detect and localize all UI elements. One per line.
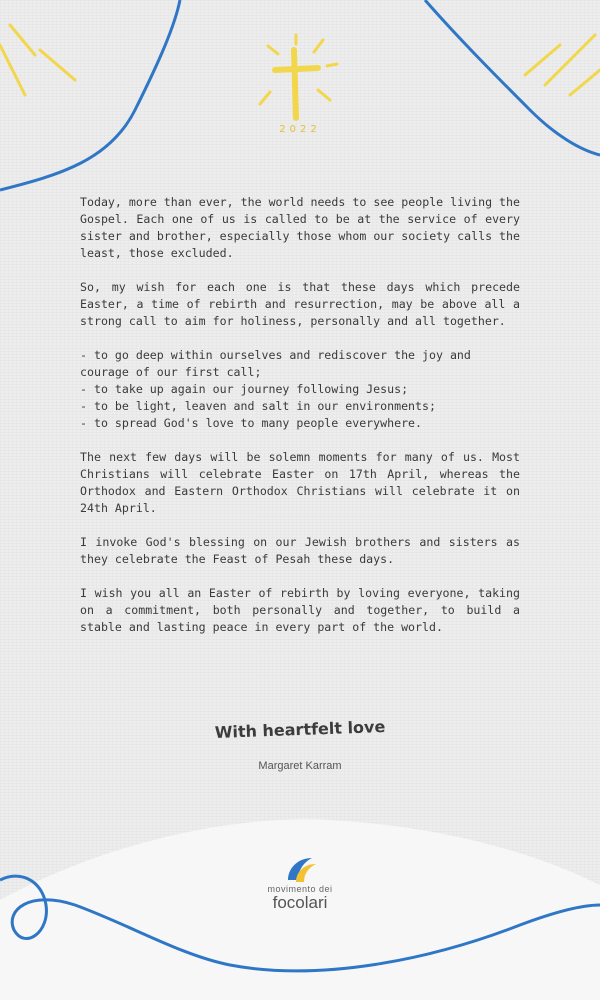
paragraph-4: I invoke God's blessing on our Jewish brothers and sisters as they celebrate the Feast of Pesah these days.	[80, 535, 520, 566]
paragraph-5: I wish you all an Easter of rebirth by loving everyone, taking on a commitment, both personally and together, to build a stable and lasting peace in every part of the world.	[80, 586, 520, 634]
left-rays	[0, 25, 75, 95]
logo-line-1: movimento dei	[267, 884, 333, 894]
cross-icon	[260, 35, 337, 118]
wish-item-4: - to spread God's love to many people everywhere.	[80, 416, 423, 430]
signer-name: Margaret Karram	[258, 760, 342, 772]
sign-off: With heartfelt love	[214, 717, 386, 742]
wish-list	[80, 347, 520, 432]
wish-item-3: - to be light, leaven and salt in our environments;	[80, 399, 436, 413]
paragraph-3: The next few days will be solemn moments for many of us. Most Christians will celebrate Easter on 17th April, whereas the Orthodox and Eastern Orthodox Christians will celebrate it on 24th April.	[80, 450, 520, 515]
paragraph-1: Today, more than ever, the world needs to see people living the Gospel. Each one of us is called to be at the service of every sister and brother, especially those whom our society calls the least, those excluded.	[80, 195, 520, 260]
top-left-curve	[0, 0, 180, 190]
year-label: 2022	[279, 124, 321, 135]
right-rays	[525, 35, 600, 95]
paragraph-2: So, my wish for each one is that these days which precede Easter, a time of rebirth and resurrection, may be above all a strong call to aim for holiness, personally and all together.	[80, 280, 520, 328]
letter-body	[80, 194, 520, 653]
wish-item-2: - to take up again our journey following Jesus;	[80, 382, 409, 396]
wish-item-1: - to go deep within ourselves and rediscover the joy and courage of our first call;	[80, 348, 471, 379]
focolari-logo	[250, 852, 350, 911]
logo-line-2: focolari	[272, 893, 328, 912]
